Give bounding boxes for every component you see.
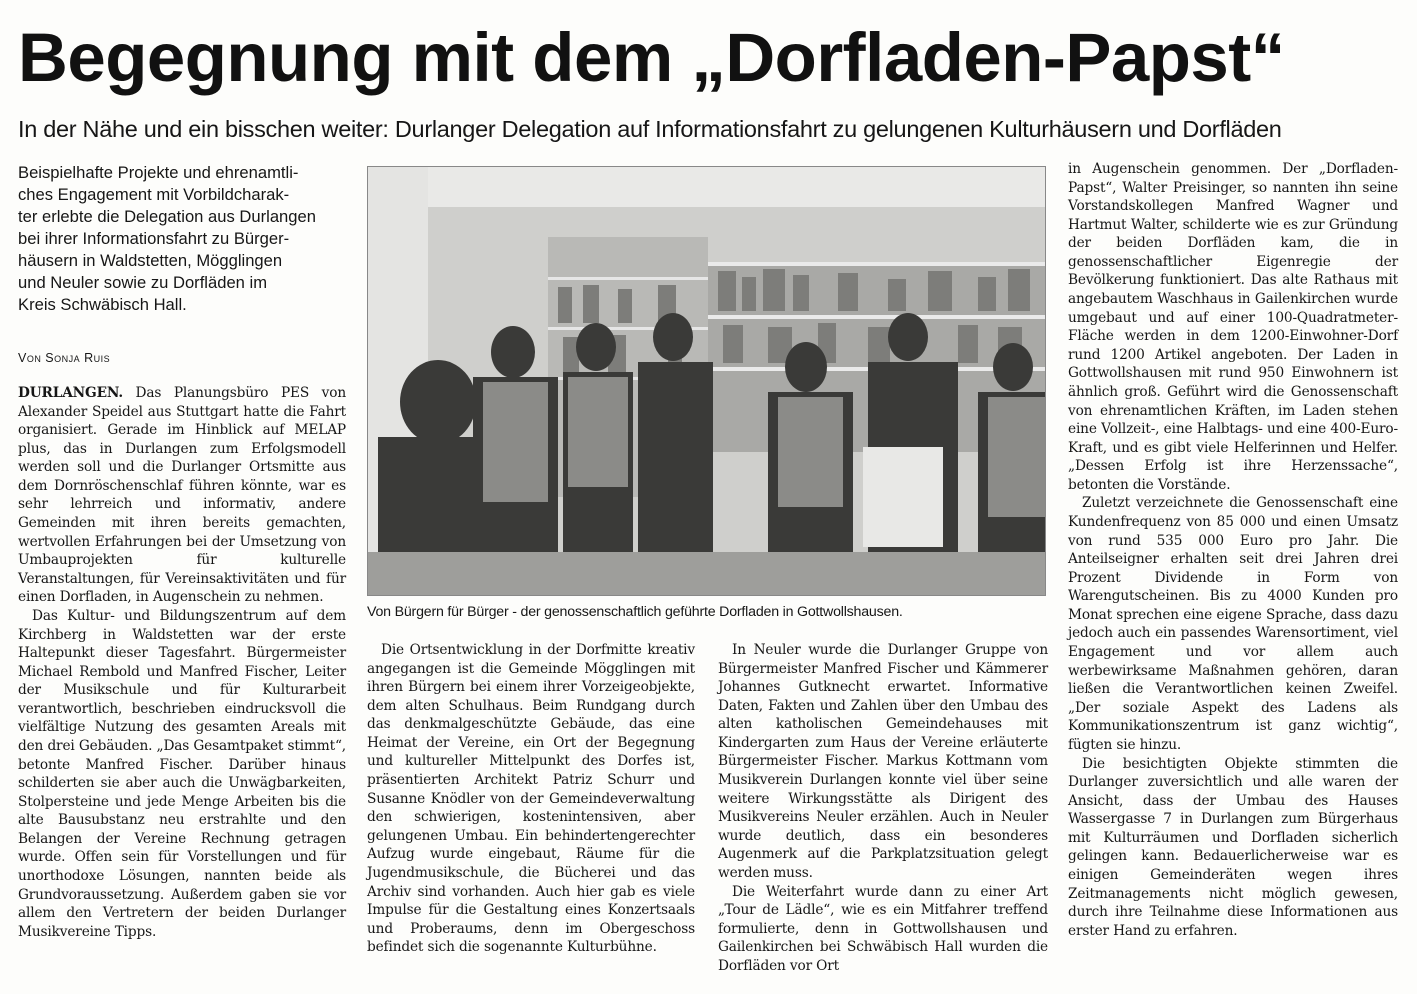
- article-column-2: [367, 641, 695, 992]
- paragraph: [18, 384, 346, 607]
- headline: Begegnung mit dem „Dorfladen-Papst“: [18, 19, 1285, 96]
- dateline: DURLANGEN.: [18, 385, 123, 401]
- photo-caption: Von Bürgern für Bürger - der genossenschaftlich geführte Dorfladen in Gottwollshausen.: [367, 604, 903, 620]
- paragraph: Die Ortsentwicklung in der Dorfmitte kreativ angegangen ist die Gemeinde Mögglingen mit ihren Bürgern bei einem ihrer Vorzeigeobjekte, dem alten Schulhaus. Beim Rundgang durch das denkmalgeschützte Gebäude, das eine Heimat der Vereine, ein Ort der Begegnung und kultureller Mittelpunkt des Dorfes ist, präsentierten Architekt Patriz Schurr und Susanne Knödler von der Gemeindeverwaltung den schwierigen, kostenintensiven, aber gelungenen Umbau. Ein behindertengerechter Aufzug wurde eingebaut, Räume für die Jugendmusikschule, die Bücherei und das Archiv sind vorhanden. Auch hier gab es viele Impulse für die Gestaltung eines Konzertsaals und Proberaums, denn im Obergeschoss befindet sich die sogenannte Kulturbühne.: [367, 642, 695, 956]
- byline: Von Sonja Ruis: [18, 351, 111, 365]
- paragraph: In Neuler wurde die Durlanger Gruppe von Bürgermeister Manfred Fischer und Kämmerer Johannes Gutknecht erwartet. Informative Daten, Fakten und Zahlen über den Umbau des alten katholischen Gemeindehauses mit Kindergarten zum Haus der Vereine erläuterte Bürgermeister Fischer. Markus Kottmann vom Musikverein Durlangen konnte viel über seine weitere Wirkungsstätte als Dirigent des Musikvereins Neuler erzählen. Auch in Neuler wurde deutlich, dass ein besonderes Augenmerk auf die Parkplatzsituation gelegt werden muss.: [718, 642, 1048, 881]
- article-column-3: [718, 641, 1048, 992]
- lede-line: und Neuler sowie zu Dorfläden im: [18, 273, 268, 292]
- subheadline: In der Nähe und ein bisschen weiter: Durlanger Delegation auf Informationsfahrt zu gelungenen Kulturhäusern und Dorfläden: [18, 116, 1282, 142]
- article-column-4: [1068, 160, 1398, 992]
- lede-line: ches Engagement mit Vorbildcharak-: [18, 185, 290, 204]
- lede-line: häusern in Waldstetten, Mögglingen: [18, 251, 283, 270]
- lede-line: Beispielhafte Projekte und ehrenamtli-: [18, 163, 299, 182]
- lede-line: ter erlebte die Delegation aus Durlangen: [18, 207, 316, 226]
- paragraph: Die besichtigten Objekte stimmten die Durlanger zuversichtlich und alle waren der Ansicht, dass der Umbau des Hauses Wassergasse 7 in Durlangen zum Bürgerhaus mit Kulturräumen und Dorfladen sicherlich gelingen kann. Bedauerlicherweise war es einigen Gemeinderäten wegen ihres Zeitmanagements nicht möglich gewesen, durch ihre Teilnahme diese Informationen aus erster Hand zu erfahren.: [1068, 755, 1398, 939]
- paragraph: Zuletzt verzeichnete die Genossenschaft eine Kundenfrequenz von 85 000 und einen Umsatz von rund 535 000 Euro pro Jahr. Die Anteilseigner erhalten seit drei Jahren drei Prozent Dividende in Form von Warengutscheinen. Bis zu 4000 Kunden pro Monat sprechen eine eigene Sprache, dass dazu jedoch auch ein passendes Warensortiment, viel Engagement und vor allem auch werbewirksame Maßnahmen gehören, daran ließen die Verantwortlichen keinen Zweifel. „Der soziale Aspekt des Ladens als Kommunikationszentrum ist ganz wichtig“, fügten sie hinzu.: [1068, 495, 1398, 753]
- lede: [18, 162, 353, 342]
- lede-line: Kreis Schwäbisch Hall.: [18, 295, 187, 314]
- paragraph: Das Kultur- und Bildungszentrum auf dem Kirchberg in Waldstetten war der erste Haltepunkt dieser Tagesfahrt. Bürgermeister Michael Rembold und Manfred Fischer, Leiter der Musikschule und für Kulturarbeit verantwortlich, beschrieben eindrucksvoll die vielfältige Nutzung des gesamten Areals mit den drei Gebäuden. „Das Gesamtpaket stimmt“, betonte Manfred Fischer. Darüber hinaus schilderten sie aber auch die Unwägbarkeiten, Stolpersteine und jede Menge Arbeiten bis die alte Bausubstanz neu erstrahlte und den Belangen der Vereine Rechnung getragen wurde. Offen sein für Vorstellungen und für unorthodoxe Lösungen, nannten beide als Grundvoraussetzung. Außerdem gaben sie vor allem den Vertretern der beiden Durlanger Musikvereine Tipps.: [18, 607, 346, 940]
- article-column-1: [18, 384, 346, 992]
- photo-dorfladen: [367, 166, 1046, 596]
- paragraph: in Augenschein genommen. Der „Dorfladen-Papst“, Walter Preisinger, so nannten ihn seine Vorstandskollegen Manfred Wagner und Hartmut Walter, schilderte wie es zur Gründung der beiden Dorfläden kam, die in genossenschaftlicher Eigenregie der Bevölkerung funktioniert. Das alte Rathaus mit angebautem Waschhaus in Gailenkirchen wurde umgebaut und auf einer 100-Quadratmeter-Fläche werden in dem 1200-Einwohner-Dorf rund 1200 Artikel angeboten. Der Laden in Gottwollshausen mit rund 950 Einwohnern ist ähnlich groß. Geführt wird die Genossenschaft von ehrenamtlichen Kräften, im Laden stehen eine Vollzeit-, eine Halbtags- und eine 400-Euro-Kraft, und es gibt viele Helferinnen und Helfer. „Dessen Erfolg ist ihre Herzenssache“, betonten die Vorstände.: [1068, 161, 1398, 493]
- paragraph-text: Das Planungsbüro PES von Alexander Speidel aus Stuttgart hatte die Fahrt organisiert. Gerade im Hinblick auf MELAP plus, das in Durlangen zum Erfolgsmodell werden soll und die Durlanger Ortsmitte aus dem Dornröschenschlaf führen könnte, war es sehr lehrreich und informativ, andere Gemeinden mit ihren bereits gemachten, wertvollen Erfahrungen bei der Umsetzung von Umbauprojekten für kulturelle Veranstaltungen, für Vereinsaktivitäten und für einen Dorfladen, in Augenschein zu nehmen.: [18, 385, 346, 606]
- lede-line: bei ihrer Informationsfahrt zu Bürger-: [18, 229, 290, 248]
- photo-illustration: [368, 167, 1045, 595]
- paragraph: Die Weiterfahrt wurde dann zu einer Art „Tour de Lädle“, wie es ein Mitfahrer treffend formulierte, denn in Gottwollshausen und Gailenkirchen bei Schwäbisch Hall wurden die Dorfläden vor Ort: [718, 883, 1048, 974]
